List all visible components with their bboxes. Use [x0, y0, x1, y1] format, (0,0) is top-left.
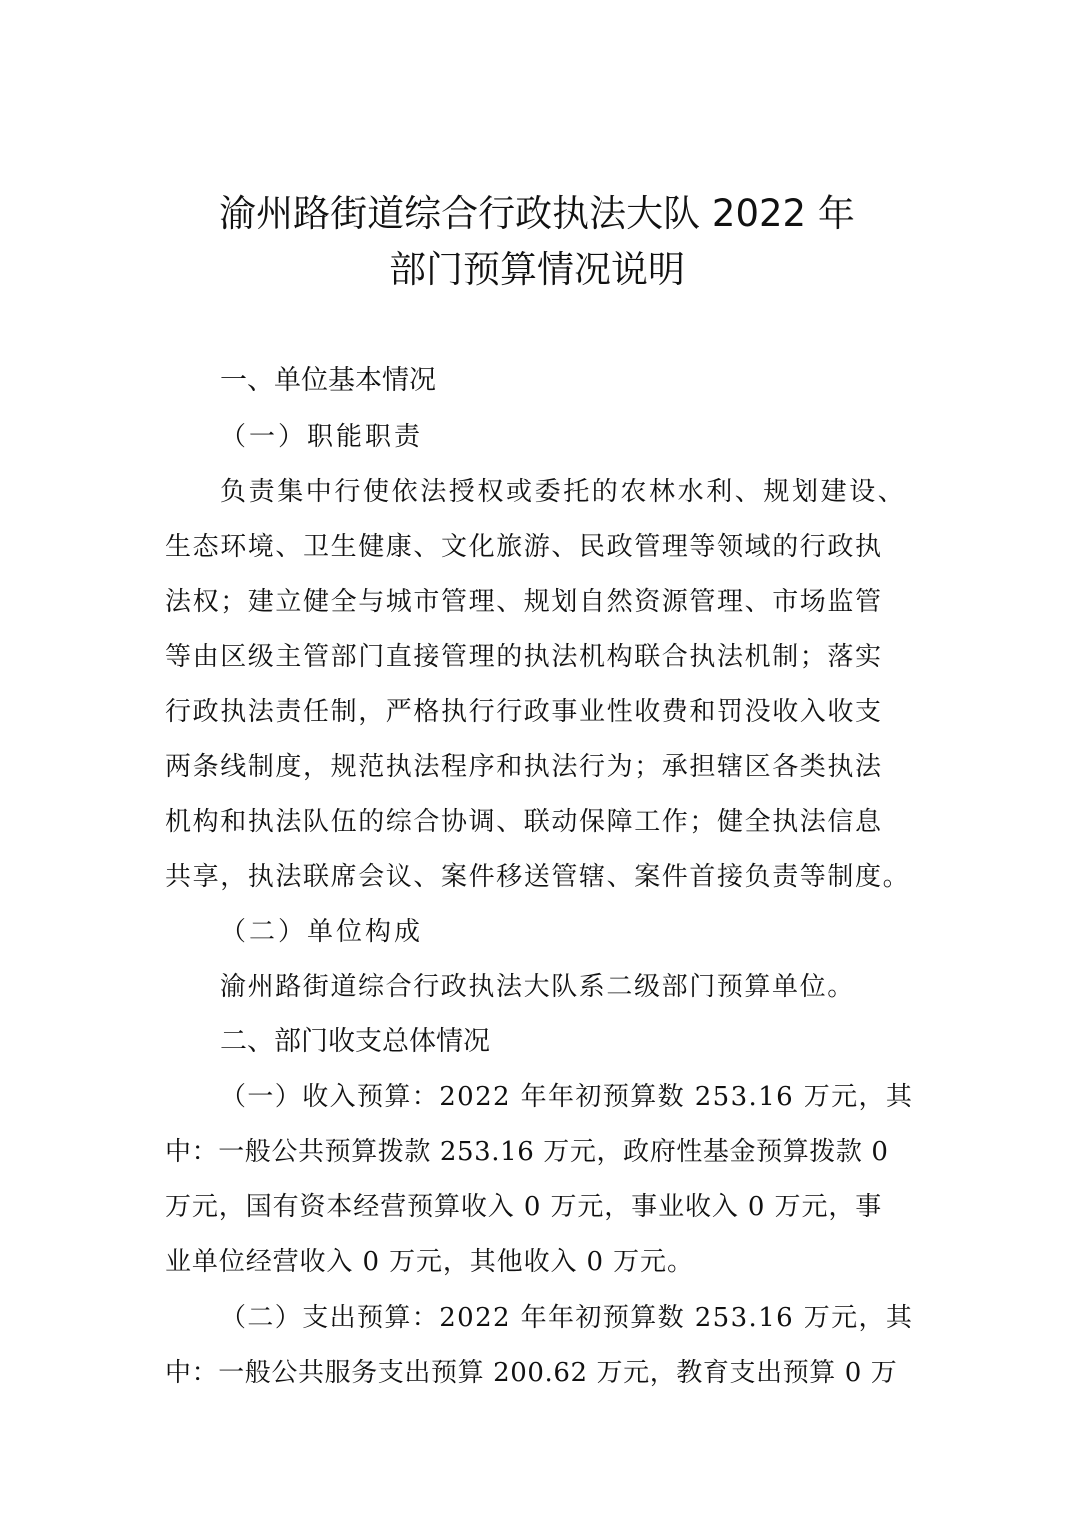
duties-paragraph-line: 行政执法责任制，严格执行行政事业性收费和罚没收入收支: [165, 697, 883, 727]
subsection-composition-heading: （二）单位构成: [220, 917, 424, 947]
income-paragraph-line: 万元，国有资本经营预算收入 0 万元，事业收入 0 万元，事: [165, 1192, 883, 1222]
duties-paragraph-line: 共享，执法联席会议、案件移送管辖、案件首接负责等制度。: [165, 862, 911, 892]
duties-paragraph-line: 法权；建立健全与城市管理、规划自然资源管理、市场监管: [165, 587, 883, 617]
duties-paragraph-line: 等由区级主管部门直接管理的执法机构联合执法机制；落实: [165, 642, 883, 672]
income-paragraph-line: （一）收入预算：2022 年年初预算数 253.16 万元，其: [220, 1082, 914, 1112]
income-paragraph-line: 中：一般公共预算拨款 253.16 万元，政府性基金预算拨款 0: [165, 1137, 889, 1167]
composition-paragraph-line: 渝州路街道综合行政执法大队系二级部门预算单位。: [220, 972, 855, 1002]
duties-paragraph-line: 生态环境、卫生健康、文化旅游、民政管理等领域的行政执: [165, 532, 883, 562]
expenditure-paragraph-line: （二）支出预算：2022 年年初预算数 253.16 万元，其: [220, 1303, 914, 1333]
section-1-heading: 一、单位基本情况: [220, 365, 436, 396]
duties-paragraph-line: 机构和执法队伍的综合协调、联动保障工作；健全执法信息: [165, 807, 883, 837]
duties-paragraph-line: 两条线制度，规范执法程序和执法行为；承担辖区各类执法: [165, 752, 883, 782]
expenditure-paragraph-line: 中：一般公共服务支出预算 200.62 万元，教育支出预算 0 万: [165, 1358, 898, 1388]
document-title-line-1: 渝州路街道综合行政执法大队 2022 年: [219, 192, 855, 235]
document-title-line-2: 部门预算情况说明: [389, 248, 685, 291]
subsection-duties-heading: （一）职能职责: [220, 422, 424, 452]
section-2-heading: 二、部门收支总体情况: [220, 1026, 490, 1057]
income-paragraph-line: 业单位经营收入 0 万元，其他收入 0 万元。: [165, 1247, 694, 1277]
duties-paragraph-line: 负责集中行使依法授权或委托的农林水利、规划建设、: [220, 477, 907, 507]
